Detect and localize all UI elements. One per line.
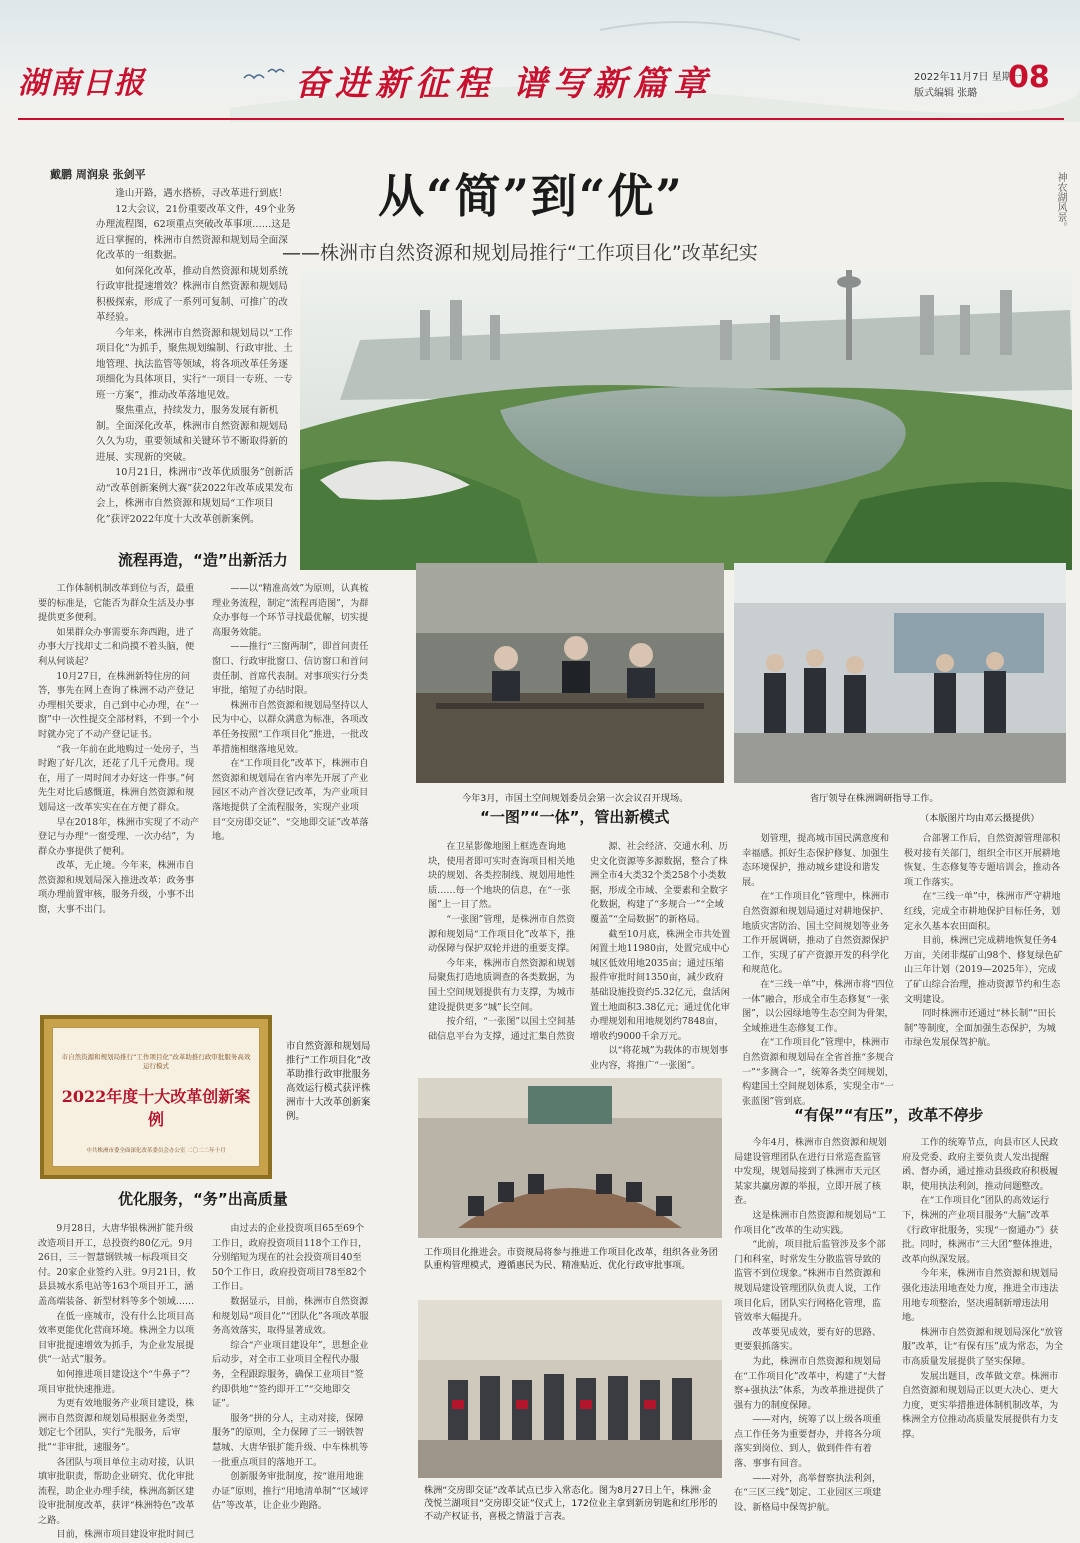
photo-credit: （本版图片均由邓云摄提供） [920,813,1040,824]
section-service-col2 [212,1222,372,1522]
intro-text [96,186,296,527]
body-paragraph: 在低一座城市，没有什么比项目高效率更能优化营商环境。株洲全力以项目审批提速增效为抓手，为企业发展提供“一站式”服务。 [38,1310,195,1366]
body-paragraph: 如何推进项目建设这个“牛鼻子”？项目审批快速推进。 [38,1368,195,1395]
body-paragraph: 这是株洲市自然资源和规划局“工作项目化”改革的生动实践。 [734,1209,886,1236]
body-paragraph: 改革要见成效，要有好的思路、更要狠抓落实。 [734,1326,882,1353]
award-plaque-photo [40,1015,272,1179]
body-paragraph: 为此，株洲市自然资源和规划局在“工作项目化”改革中，构建了“大督察+强执法”体系，为改革推进提供了强有力的制度保障。 [734,1355,886,1411]
body-paragraph: 由过去的企业投资项目65至69个工作日，政府投资项目118个工作日，分别缩短为现在的社会投资项目40至50个工作日，政府投资项目78至82个工作日。 [212,1223,368,1293]
body-paragraph: 在“工作项目化”团队的高效运行下，株洲的产业项目服务“大脑”改革《行政审批服务，实现“一窗通办”》获批。同时，株洲市“三大团”整体推进，改革向纵深发展。 [902,1195,1059,1265]
layout-editor: 版式编辑 张璐 [914,88,978,99]
body-paragraph: 在“三线一单”中，株洲市将“四位一体”融合，形成全市生态修复“一张图”，以公园绿地等生态空间为骨架，全域推进生态修复工作。 [742,978,894,1034]
body-paragraph: ——对内，统筹了以上级各项重点工作任务为重要督办，并将各分项落实到岗位、到人，做到件件有着落、事事有回音。 [734,1414,882,1470]
intro-paragraph: 10月21日，株洲市“改革优质服务”创新活动“改革创新案例大赛”获2022年改革成果发布会上，株洲市自然资源和规划局“工作项目化”获评2022年度十大改革创新案例。 [96,467,294,525]
body-paragraph: 综合“产业项目建设年”，思想企业后动步，对全市工业项目全程代办服务，全程跟踪服务，确保工业项目“签约即供地”“签约即开工”“交地即交证”。 [212,1339,369,1410]
issue-date: 2022年11月7日 星期一 [914,72,1022,83]
section-onemap-col2 [590,840,732,1071]
photo-caption: 工作项目化推进会。市资规局将参与推进工作项目化改革，组织各业务团队重构管理模式，遵循惠民为民、精准贴近、优化行政审批事项。 [424,1247,718,1271]
plaque-inner [52,1027,260,1167]
body-paragraph: 划管理，提高城市国民满意度和幸福感。抓好生态保护修复、加强生态环境保护，推动城乡建设和谐发展。 [742,833,890,888]
body-paragraph: 今年来，株洲市自然资源和规划局强化违法用地查处力度，推进全市违法用地专项整治，坚决遏制新增违法用地。 [902,1268,1059,1324]
side-caption: 神农湖风景。 [1055,172,1066,232]
intro-paragraph: 如何深化改革，推动自然资源和规划系统行政审批提速增效？株洲市自然资源和规划局积极探索，形成了一系列可复制、可推广的改革经验。 [96,265,288,323]
section-title-onemap: “一图”“一体”，管出新模式 [480,808,670,826]
masthead-logo: 湖南日报 [18,66,146,101]
section-process-col1 [38,582,200,990]
body-paragraph: 各团队与项目单位主动对接，认识填审批职责，帮助企业研究、优化审批流程，助企业办理手续，株洲高新区建设审批制度改革，获评“株洲特色”改革之路。 [38,1456,195,1526]
intro-paragraph: 12大会议，21份重要改革文件，49个业务办理流程图，62项重点突破改革事项……这是近日掌握的，株洲市自然资源和规划局全面深化改革的一组数据。 [96,203,296,261]
body-paragraph: “一张图”管理，是株洲市自然资源和规划局“工作项目化”改革下，推动保障与保护双轮并进的重要支撑。 [428,913,576,955]
conference-photo [418,1078,722,1238]
body-paragraph: 服务“拼的分人，主动对接，保障服务”的原则，全力保障了三一钢铁智慧城、大唐华银扩能升级、中车株机等一批重点项目的落地开工。 [212,1412,369,1468]
birds-icon [240,62,292,88]
intro-paragraph: 聚焦重点，持续发力，服务发展有新机制。全面深化改革，株洲市自然资源和规划局久久为功，重要领域和关键环节不断取得新的进展、实现新的突破。 [96,405,288,463]
body-paragraph: 合部署工作后，自然资源管理部积极对接有关部门，组织全市区开展耕地恢复、生态修复等专题培训会，推动各项工作落实。 [904,833,1061,888]
body-paragraph: 发展出题目，改革做文章。株洲市自然资源和规划局正以更大决心、更大力度，更实举措推进体制机制改革，为株洲全方位推动高质量发展提供有力支撑。 [902,1370,1059,1440]
photo-caption: 今年3月，市国土空间规划委员会第一次会议召开现场。 [462,793,689,804]
body-paragraph: 今年4月，株洲市自然资源和规划局建设管理团队在进行日常巡查监管中发现，规划局接到了株洲市天元区某家共赢房源的举报，立即开展了核查。 [734,1137,887,1207]
body-paragraph: 按介绍，“一张图”以国土空间基础信息平台为支撑，通过汇集自然资 [428,1016,576,1042]
body-paragraph: 株洲市自然资源和规划局深化“放管服”改革，让“有保有压”成为常态，为全市高质量发展提供了坚实保障。 [902,1326,1064,1367]
body-paragraph: 在“工作项目化”管理中，株洲市自然资源和规划局通过对耕地保护、地质灾害防治、国土空间规划等业务工作开展调研，推动了自然资源保护工作，实现了矿产资源开发的科学化和规范化。 [742,891,890,976]
body-paragraph: 工作体制机制改革到位与否，最重要的标准是，它能否为群众生活及办事提供更多便利。 [38,583,195,624]
body-paragraph: 以“将花城”为载体的市规划事业内容，将推广“一张图”。 [590,1045,729,1071]
body-paragraph: ——推行“三窗两制”，即首问责任窗口、行政审批窗口、信访窗口和首问责任制、首席代表制。对事项实行分类审批，缩短了办结时限。 [212,641,369,697]
body-paragraph: 源、社会经济、交通水利、历史文化资源等多源数据，整合了株洲全市4大类32个类258个小类数据，形成全市域、全要素和全数字化数据，构建了“多规合一”“全域覆盖”“全局数据”的新格局。 [590,841,728,925]
body-paragraph: 在卫星影像地图上框选查询地块，使用者即可实时查询项目相关地块的规划、各类控制线、规划用地性质……每一个地块的信息，在“一张图”上一目了然。 [428,841,575,911]
header-rule [18,118,1064,120]
section-onemap-col3 [742,832,894,1107]
plaque-title: 2022年度十大改革创新案例 [61,1087,251,1129]
plaque-footer: 中共株洲市委全面深化改革委员会办公室 二〇二二年十月 [86,1148,226,1154]
section-service-col1 [38,1222,200,1541]
photo-caption: 省厅领导在株洲调研指导工作。 [810,793,939,804]
byline: 戴鹏 周润泉 张剑平 [50,168,146,181]
body-paragraph: 同时株洲市还通过“林长制”“田长制”等制度，全面加强生态保护，为城市绿色发展保驾护航。 [904,1008,1056,1049]
body-paragraph: 数据显示，目前，株洲市自然资源和规划局“项目化”“团队化”各项改革服务高效落实，取得显著成效。 [212,1295,369,1337]
body-paragraph: ——以“精准高效”为原则，认真梳理业务流程，制定“流程再造图”，为群众办事每一个环节寻找最优解，切实提高服务效能。 [212,583,369,638]
body-paragraph: 创新服务审批制度，按“谁用地谁办证”原则，推行“用地清单制”“区域评估”等改革，让企业少跑路。 [212,1471,369,1512]
body-paragraph: 如果群众办事需要东奔西跑，进了办事大厅找却丈二和尚摸不着头脑，便利从何谈起？ [38,626,195,667]
body-paragraph: 在“三线一单”中，株洲市严守耕地红线，完成全市耕地保护目标任务，划定永久基本农田面积。 [904,891,1061,932]
subheadline: ——株洲市自然资源和规划局推行“工作项目化”改革纪实 [282,242,758,264]
plaque-caption: 市自然资源和规划局推行“工作项目化”改革助推行政审批服务高效运行模式获评株洲市十大改革创新案例。 [286,1041,371,1122]
intro-paragraph: 今年来，株洲市自然资源和规划局以“工作项目化”为抓手，聚焦规划编制、行政审批、土地管理、执法监管等领域，将各项改革任务逐项细化为具体项目，实行“一项目一专班、一专班一方案”，推动改革落地见效。 [96,327,293,401]
headline: 从“简”到“优” [378,169,684,223]
section-supervision-col2 [902,1136,1064,1524]
body-paragraph: 早在2018年，株洲市实现了不动产登记与办理“一窗受理、一次办结”，为群众办事提供了便利。 [38,816,200,857]
body-paragraph: 9月28日，大唐华银株洲扩能升级改造项目开工，总投资约80亿元。9月26日，三一智慧钢铁城一标段项目交付。20家企业签约入驻。9月21日，攸县县城水系电站等163个项目开工，涵盖高端装备、新型材料等多个领域…… [38,1223,196,1307]
section-onemap-col1 [428,840,580,1050]
section-process-col2 [212,582,372,990]
certificate-ceremony-photo [418,1300,722,1478]
section-supervision-col1 [734,1136,890,1524]
header-slogan: 奋进新征程 谱写新篇章 [295,64,713,104]
section-title-supervision: “有保”“有压”，改革不停步 [794,1106,984,1124]
body-paragraph: 改革，无止境。今年来，株洲市自然资源和规划局深入推进改革：政务事项办理前置审核，服务升级，小事不出窗，大事不出门。 [38,860,195,916]
intro-paragraph: 逢山开路，遇水搭桥，寻改革进行到底！ [115,188,288,199]
section-onemap-col4 [904,832,1064,1050]
meeting-photo [416,563,724,783]
section-title-process: 流程再造，“造”出新活力 [118,551,288,569]
page-number: 08 [1008,60,1050,95]
inspection-photo [734,563,1066,783]
section-title-service: 优化服务，“务”出高质量 [118,1190,288,1208]
body-paragraph: 10月27日，在株洲新特住房的问答，事先在网上查询了株洲不动产登记办理相关要求，自己到中心办理，在“一窗”中一次性提交全部材料，不到一个小时就办完了不动产登记证书。 [38,670,199,740]
body-paragraph: “此前，项目批后监管涉及多个部门和科室，时常发生分散监管导致的监管不到位现象。”株洲市自然资源和规划局建设管理团队负责人说，工作项目化后，团队实行网格化管理，监管效率大幅提升。 [734,1239,886,1324]
body-paragraph: 目前，株洲市项目建设审批时间已 [56,1529,195,1541]
body-paragraph: 今年来，株洲市自然资源和规划局聚焦打造地质调查的各类数据，为国土空间规划提供有力支撑，为城市建设提供更多“城”长空间。 [428,957,576,1013]
body-paragraph: 截至10月底，株洲全市共处置闲置土地11980亩，处置完成中心城区低效用地2035亩；通过压缩报件审批时间1350亩，减少政府基础设施投资约5.32亿元，盘活闲置土地面积3.38亿元；通过优化审办理规划和用地规划约7848亩，增收约9000千余万元。 [590,928,731,1042]
body-paragraph: 在“工作项目化”改革下，株洲市自然资源和规划局在省内率先开展了产业园区不动产首次登记改革，为产业项目落地提供了全流程服务，实现产业项目“交房即交证”、“交地即交证”改革落地。 [212,758,369,843]
photo-caption: 株洲“交房即交证”改革试点已步入常态化。图为8月27日上午，株洲·金茂悦兰湖项目“交房即交证”仪式上，172位业主拿到新房钥匙和红彤彤的不动产权证书，喜极之情溢于言表。 [424,1485,718,1522]
body-paragraph: “我一年前在此地购过一处房子，当时跑了好几次，还花了几千元费用。现在，用了一周时间才办好这一件事。”何先生对比后感慨道，株洲自然资源和规划局这一改革实实在在方便了群众。 [38,743,199,813]
body-paragraph: ——对外，高举督察执法利剑，在“三区三线”划定、工业园区三项建设、新格局中保驾护航。 [734,1472,882,1513]
body-paragraph: 株洲市自然资源和规划局坚持以人民为中心，以群众满意为标准，各项改革任务按照“工作项目化”推进，一批改革措施相继落地见效。 [212,699,369,755]
body-paragraph: 目前，株洲已完成耕地恢复任务4万亩，关闭非煤矿山98个、修复绿色矿山三年计划（2019—2025年），完成了矿山综合治理，推动资源节约和生态文明建设。 [904,935,1063,1005]
city-lake-photo [300,270,1072,570]
body-paragraph: 工作的统筹节点，向县市区人民政府及党委、政府主要负责人发出提醒函、督办函，通过推动县级政府积极履职，使用执法利剑，推动问题整改。 [902,1137,1059,1192]
body-paragraph: 在“工作项目化”管理中，株洲市自然资源和规划局在全省首推“多规合一”“多测合一”，统筹各类空间规划，构建国土空间规划体系，实现全市“一张蓝图”管到底。 [742,1037,894,1107]
plaque-heading: 市自然资源和规划局推行“工作项目化”改革助推行政审批服务高效运行模式 [61,1053,251,1070]
body-paragraph: 为更有效地服务产业项目建设，株洲市自然资源和规划局根据业务类型，划定七个团队，实行“先服务，后审批”“非审批，速服务”。 [38,1398,195,1453]
